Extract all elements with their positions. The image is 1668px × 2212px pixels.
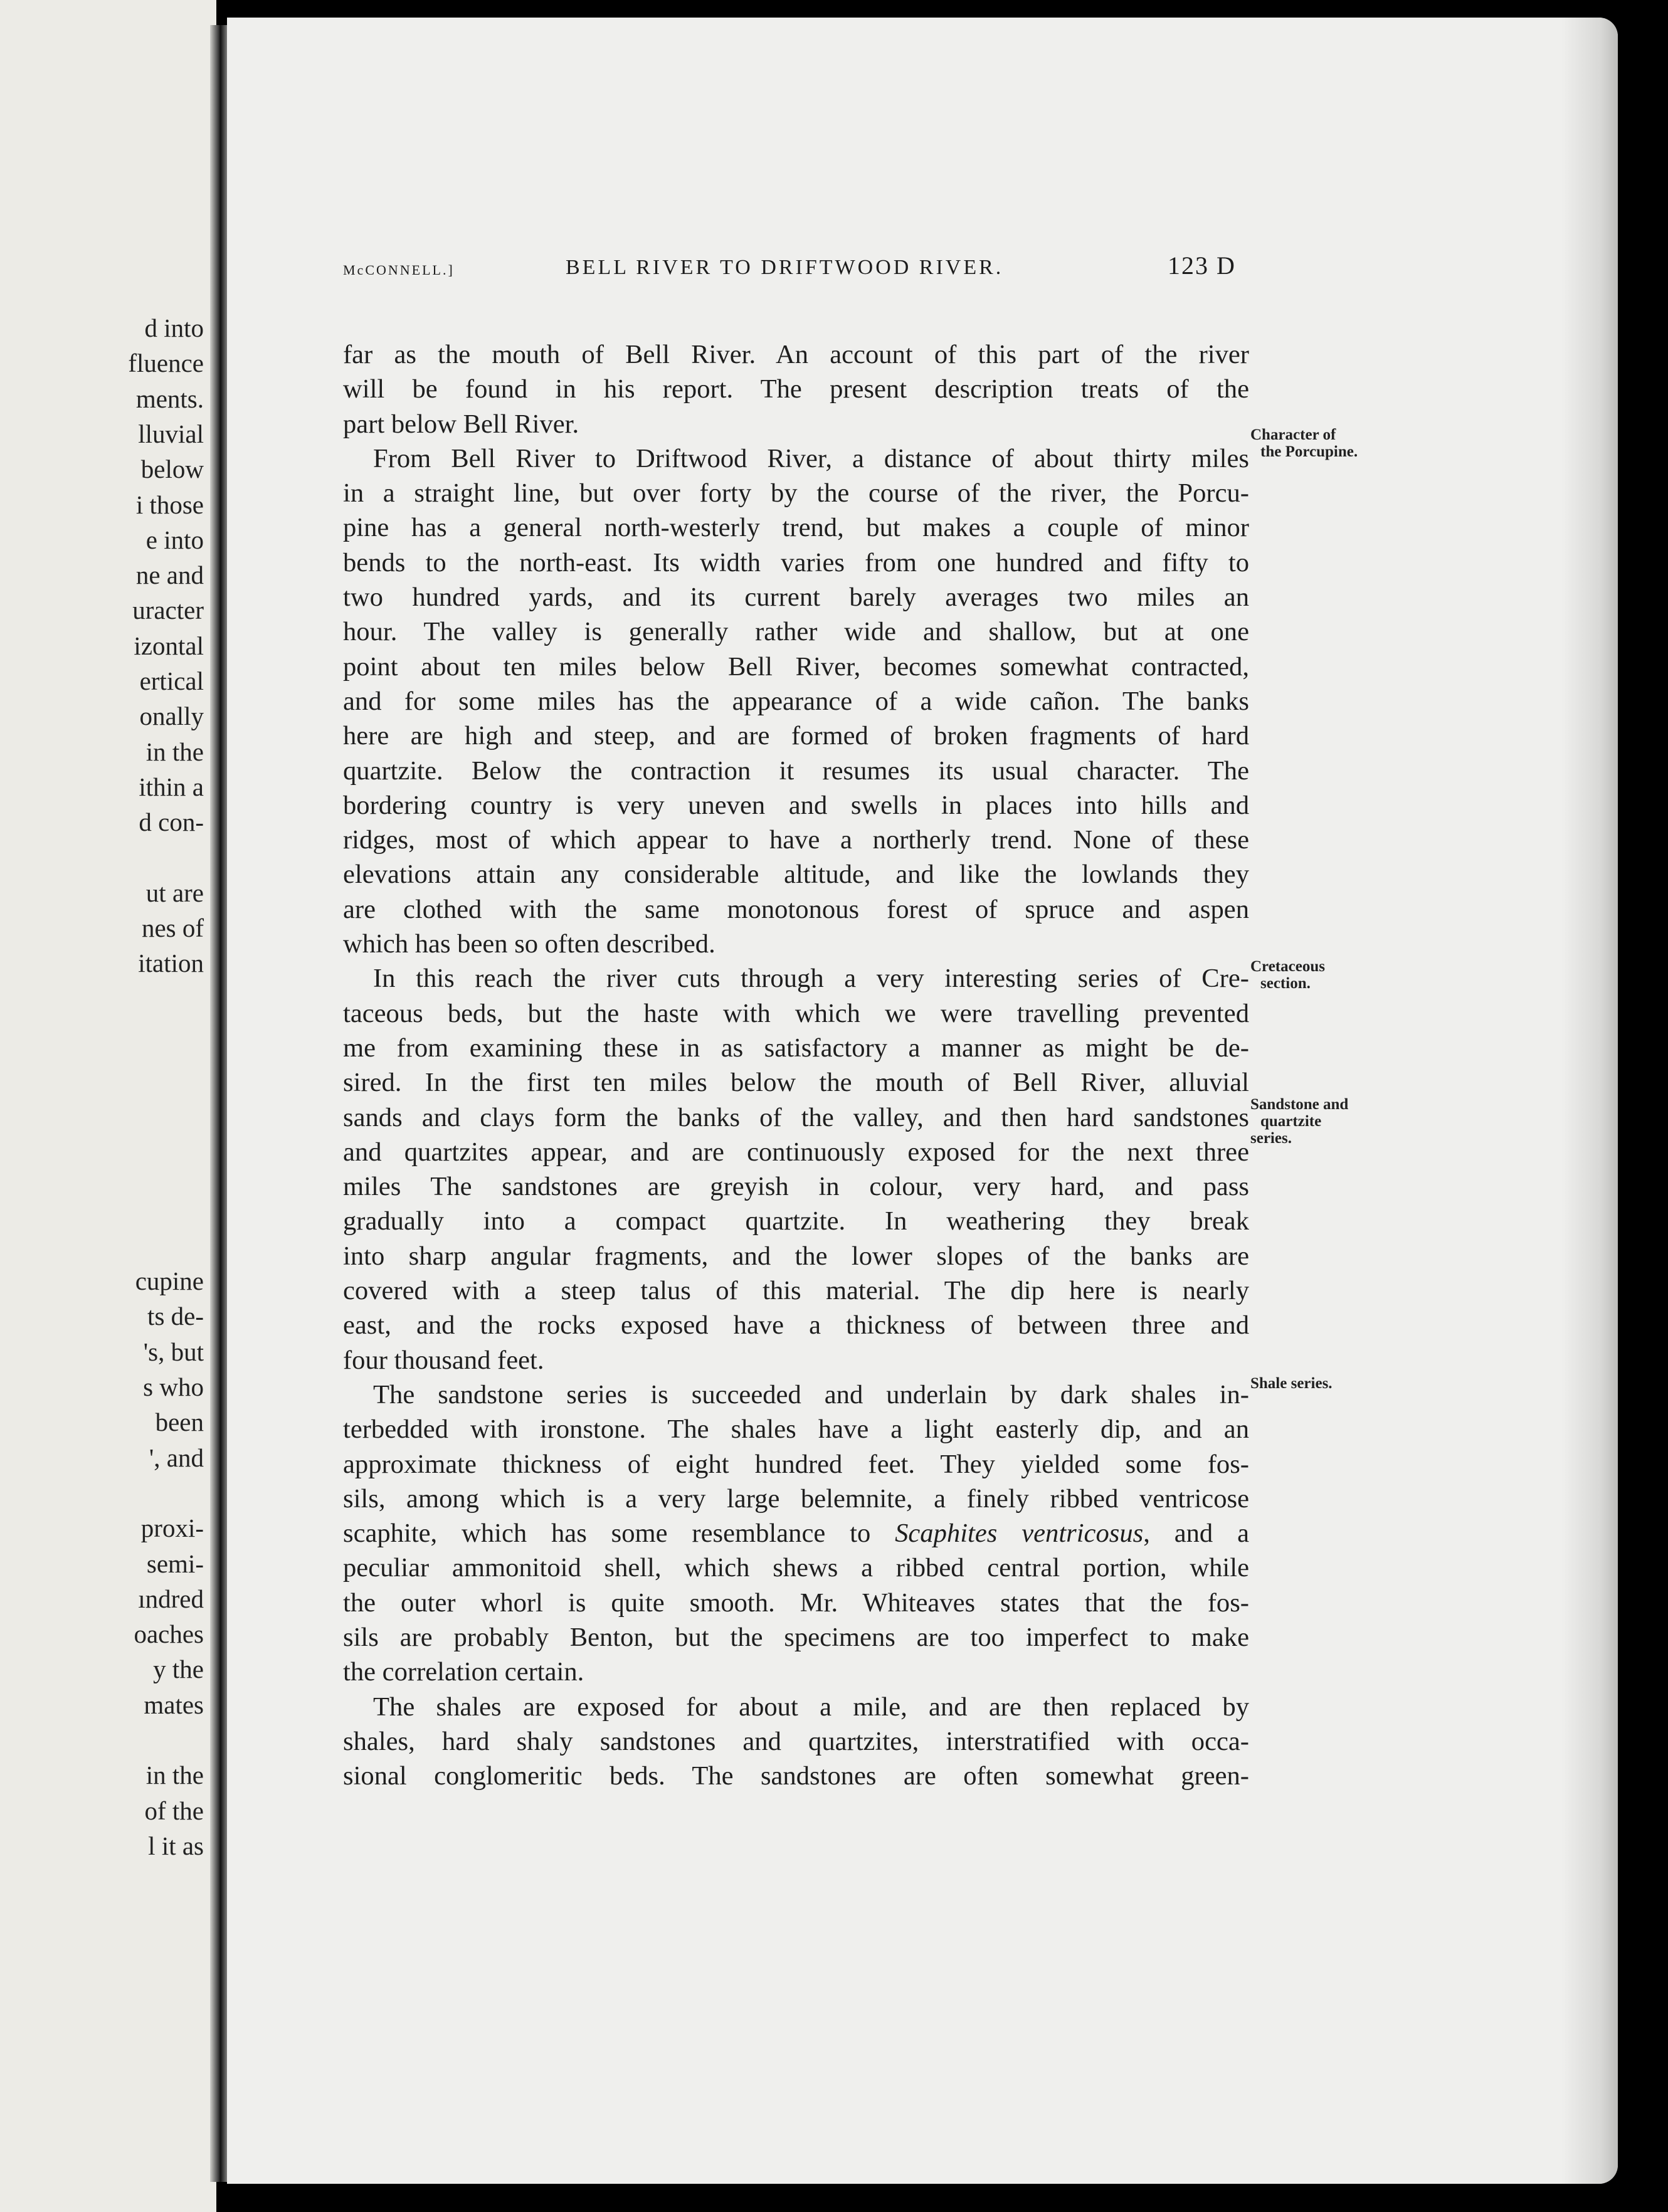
text-line: elevations attain any considerable altitude, and like the lowlands they (343, 860, 1249, 890)
facing-page-fragment: mates (144, 1690, 204, 1719)
text-line: terbedded with ironstone. The shales have a light easterly dip, and an (343, 1414, 1249, 1445)
text-line: approximate thickness of eight hundred feet. They yielded some fos- (343, 1449, 1249, 1479)
margin-note-line: the Porcupine. (1260, 443, 1358, 460)
text-line: quartzite. Below the contraction it resumes its usual character. The (343, 756, 1249, 786)
text-line: here are high and steep, and are formed of broken fragments of hard (343, 721, 1249, 751)
running-header (227, 251, 1618, 293)
facing-page-fragment: ments. (135, 384, 204, 413)
margin-note-line: quartzite (1260, 1113, 1322, 1130)
facing-page-fragment: ', and (149, 1443, 204, 1472)
margin-note-line: section. (1260, 975, 1311, 992)
text-line: The sandstone series is succeeded and underlain by dark shales in- (373, 1379, 1249, 1409)
margin-note-sandstone (1250, 1096, 1348, 1147)
text-line: me from examining these in as satisfactory a manner as might be de- (343, 1033, 1249, 1063)
main-page (227, 18, 1618, 2184)
text-line: in a straight line, but over forty by the course of the river, the Porcu- (343, 478, 1249, 508)
facing-page-fragment: s who (143, 1372, 204, 1401)
text-line: sands and clays form the banks of the valley, and then hard sandstones (343, 1102, 1249, 1132)
text-line: into sharp angular fragments, and the lower slopes of the banks are (343, 1241, 1249, 1271)
header-title: BELL RIVER TO DRIFTWOOD RIVER. (566, 256, 1004, 279)
page-edge (1561, 18, 1618, 2184)
text-line: In this reach the river cuts through a very interesting series of Cre- (373, 964, 1249, 994)
species-name: Scaphites ventricosus (895, 1519, 1144, 1549)
facing-page-fragment: onally (139, 702, 204, 731)
facing-page-fragment: fluence (128, 349, 204, 378)
facing-page-fragment: cupine (135, 1267, 204, 1296)
text-line: scaphite, which has some resemblance to Scaphites ventricosus, and a (343, 1519, 1249, 1549)
text-line: sional conglomeritic beds. The sandstones are often somewhat green- (343, 1761, 1249, 1791)
text-line: sils, among which is a very large belemnite, a finely ribbed ventricose (343, 1483, 1249, 1514)
text-line: which has been so often described. (343, 929, 715, 959)
margin-note-shale (1250, 1375, 1333, 1392)
facing-page-fragment: been (155, 1408, 204, 1437)
text-line: ridges, most of which appear to have a northerly trend. None of these (343, 825, 1249, 855)
text-line: two hundred yards, and its current barely averages two miles an (343, 582, 1249, 613)
margin-note-cretaceous (1250, 958, 1325, 992)
margin-note-line: Cretaceous (1250, 958, 1325, 975)
margin-note-line: Character of (1250, 426, 1336, 443)
facing-page-fragment: l it as (148, 1831, 204, 1860)
facing-page-fragment: ithin a (139, 772, 204, 801)
text-line: bordering country is very uneven and swells in places into hills and (343, 790, 1249, 820)
facing-page-fragment: e into (145, 525, 204, 554)
facing-page-fragment: ertical (139, 666, 204, 695)
text-line: gradually into a compact quartzite. In weathering they break (343, 1206, 1249, 1236)
text-line: sired. In the first ten miles below the mouth of Bell River, alluvial (343, 1068, 1249, 1098)
facing-page-fragment: of the (144, 1796, 204, 1825)
body-text (343, 337, 1249, 1793)
scan-border (1618, 0, 1668, 2212)
facing-page-fragment: itation (138, 949, 204, 978)
text-line: The shales are exposed for about a mile, and are then replaced by (373, 1692, 1249, 1722)
facing-page-fragment: i those (135, 490, 204, 519)
text-line: peculiar ammonitoid shell, which shews a ribbed central portion, while (343, 1553, 1249, 1583)
facing-page-fragment: ne and (135, 561, 204, 590)
facing-page-fragment: uracter (132, 596, 204, 625)
text-line: four thousand feet. (343, 1345, 544, 1375)
text-line: bends to the north-east. Its width varies from one hundred and fifty to (343, 547, 1249, 577)
facing-page-fragment: ındred (138, 1584, 204, 1613)
text-line: hour. The valley is generally rather wide and shallow, but at one (343, 617, 1249, 647)
facing-page-fragment: d into (144, 313, 204, 342)
text-line: shales, hard shaly sandstones and quartzites, interstratified with occa- (343, 1726, 1249, 1756)
text-line: are clothed with the same monotonous forest of spruce and aspen (343, 894, 1249, 924)
text-line: and for some miles has the appearance of a wide cañon. The banks (343, 686, 1249, 716)
text-line: far as the mouth of Bell River. An account of this part of the river (343, 340, 1249, 369)
facing-page (0, 0, 216, 2212)
facing-page-fragment: izontal (134, 631, 204, 660)
facing-page-fragment: ut are (145, 878, 204, 907)
facing-page-fragment: oaches (134, 1620, 204, 1649)
text-line: the correlation certain. (343, 1657, 584, 1687)
margin-note-line: Sandstone and (1250, 1096, 1349, 1113)
facing-page-fragment: semi- (146, 1549, 204, 1578)
facing-page-fragment: in the (145, 1761, 204, 1790)
text-line: east, and the rocks exposed have a thickness of between three and (343, 1310, 1249, 1340)
page-number: 123 D (1168, 251, 1236, 280)
margin-note-line: Shale series. (1250, 1375, 1333, 1392)
text-line: miles The sandstones are greyish in colour, very hard, and pass (343, 1172, 1249, 1202)
text-line: sils are probably Benton, but the specimens are too imperfect to make (343, 1622, 1249, 1652)
facing-page-fragment: d con- (139, 808, 204, 837)
text-line: part below Bell River. (343, 409, 579, 439)
text-line: pine has a general north-westerly trend, but makes a couple of minor (343, 513, 1249, 543)
text-line: the outer whorl is quite smooth. Mr. Whiteaves states that the fos- (343, 1588, 1249, 1618)
margin-note-character (1250, 426, 1358, 460)
text-line: will be found in his report. The present description treats of the (343, 374, 1249, 404)
text-line: point about ten miles below Bell River, becomes somewhat contracted, (343, 651, 1249, 682)
margin-note-line: series. (1250, 1130, 1292, 1147)
text-line: taceous beds, but the haste with which we were travelling prevented (343, 998, 1249, 1028)
facing-page-fragment: proxi- (140, 1514, 204, 1543)
text-line: and quartzites appear, and are continuously exposed for the next three (343, 1137, 1249, 1167)
facing-page-fragment: lluvial (138, 419, 204, 448)
header-author: McCONNELL.] (343, 262, 455, 278)
facing-page-fragment: in the (145, 737, 204, 766)
text-line: From Bell River to Driftwood River, a distance of about thirty miles (373, 443, 1249, 473)
facing-page-fragment: 's, but (143, 1337, 204, 1366)
facing-page-fragment: y the (153, 1655, 204, 1684)
text-line: covered with a steep talus of this material. The dip here is nearly (343, 1276, 1249, 1306)
facing-page-fragment: below (140, 455, 204, 484)
book-gutter (210, 25, 229, 2182)
facing-page-fragment: ts de- (147, 1302, 204, 1331)
facing-page-fragment: nes of (141, 914, 204, 943)
